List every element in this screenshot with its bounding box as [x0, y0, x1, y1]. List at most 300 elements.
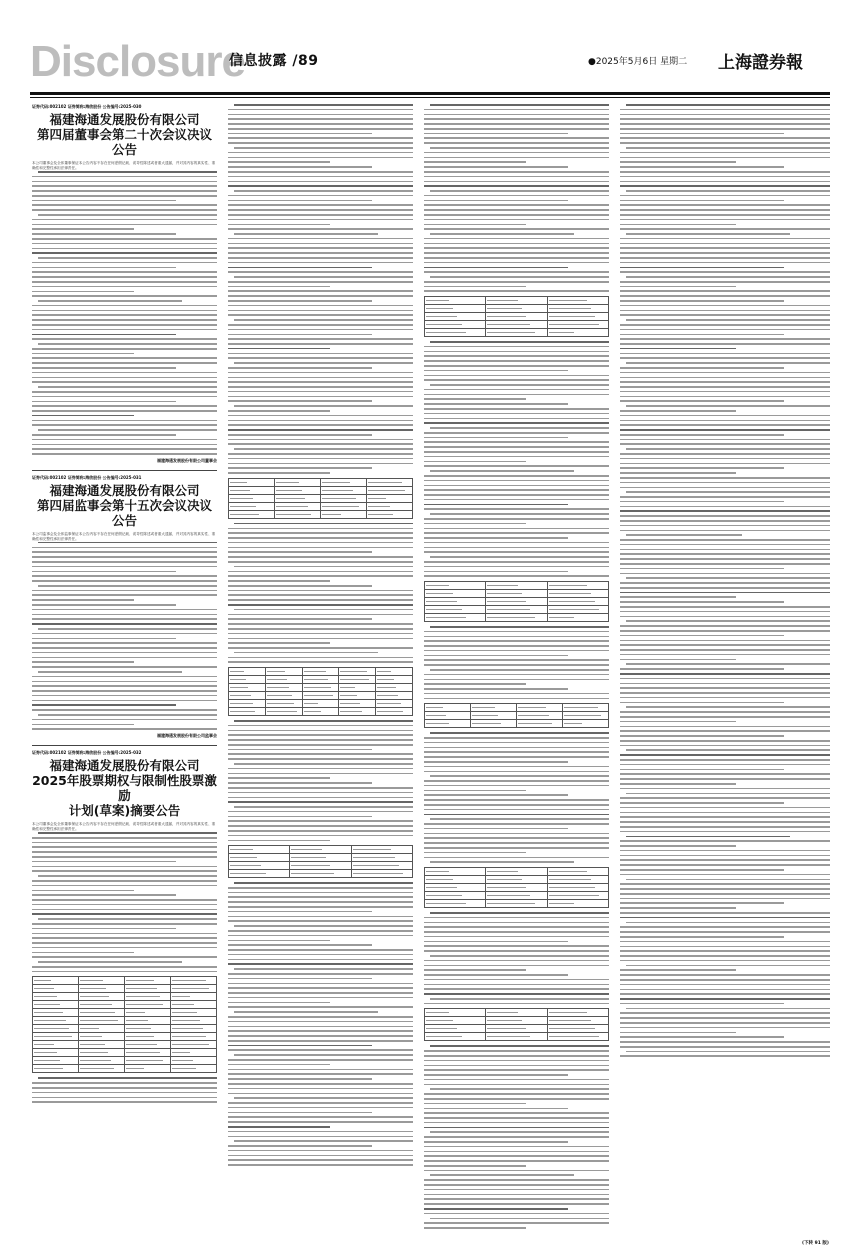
cell-text-line: [549, 332, 575, 333]
table-cell: [79, 1041, 125, 1049]
text-line: [32, 690, 217, 692]
text-line: [626, 749, 830, 751]
text-line: [620, 979, 830, 981]
table-cell: [125, 993, 171, 1001]
text-line: [620, 558, 830, 560]
cell-text-line: [340, 687, 355, 688]
text-line: [32, 842, 217, 844]
text-line: [424, 751, 609, 753]
table-cell: [351, 870, 412, 878]
text-line: [424, 152, 609, 154]
cell-text-line: [377, 679, 394, 680]
text-line: [430, 513, 609, 515]
table-cell: [517, 720, 563, 728]
text-line: [620, 582, 830, 584]
text-line: [424, 142, 609, 144]
text-line: [620, 907, 736, 909]
text-line: [424, 766, 609, 768]
text-line: [424, 346, 609, 348]
table-cell: [229, 854, 290, 862]
text-line: [620, 515, 830, 517]
table-cell: [171, 1065, 217, 1073]
text-line: [32, 1097, 217, 1099]
text-line: [32, 1092, 217, 1094]
table-cell: [229, 510, 275, 518]
text-line: [32, 618, 217, 620]
text-line: [620, 711, 830, 713]
text-line: [620, 893, 830, 895]
text-line: [424, 1203, 609, 1205]
cell-text-line: [549, 308, 592, 309]
text-line: [424, 114, 609, 116]
cell-text-line: [80, 1020, 118, 1021]
text-line: [430, 104, 609, 106]
text-line: [620, 458, 830, 460]
text-line: [620, 946, 830, 948]
text-line: [228, 305, 413, 307]
table-cell: [229, 862, 290, 870]
text-line: [430, 1218, 609, 1220]
cell-text-line: [487, 316, 526, 317]
text-line: [424, 1060, 609, 1062]
text-line: [424, 518, 609, 520]
table-cell: [339, 708, 376, 716]
text-line: [620, 616, 830, 618]
text-line: [620, 463, 830, 465]
text-line: [234, 362, 413, 364]
text-line: [32, 851, 217, 853]
table-cell: [229, 502, 275, 510]
text-line: [228, 830, 413, 832]
cell-text-line: [230, 873, 266, 874]
table-row: [229, 846, 413, 854]
text-line: [424, 842, 609, 844]
text-line: [228, 262, 413, 264]
cell-text-line: [230, 865, 261, 866]
text-line: [620, 769, 784, 771]
cell-text-line: [549, 887, 596, 888]
text-line: [228, 176, 413, 178]
text-line: [620, 850, 830, 852]
text-line: [424, 984, 609, 986]
table-row: [229, 870, 413, 878]
text-line: [234, 405, 413, 407]
text-line: [620, 434, 784, 436]
text-line: [228, 623, 413, 625]
text-line: [424, 640, 609, 642]
cell-text-line: [291, 849, 322, 850]
text-line: [620, 931, 830, 933]
table-cell: [563, 712, 609, 720]
text-line: [228, 820, 413, 822]
cell-text-line: [426, 895, 462, 896]
text-line: [228, 1021, 413, 1023]
article-lead: 本公司监事会及全体监事保证本公告内容不存在任何虚假记载、误导性陈述或者重大遗漏，并对其内容的真实性、准确性和完整性承担法律责任。: [32, 531, 216, 541]
table-cell: [425, 597, 486, 605]
cell-text-line: [340, 679, 369, 680]
text-line: [228, 725, 413, 727]
text-line: [32, 904, 217, 906]
text-line: [32, 238, 217, 240]
body-text-block: [424, 912, 609, 1004]
text-line: [620, 797, 830, 799]
table-cell: [425, 712, 471, 720]
table-row: [425, 720, 609, 728]
cell-text-line: [368, 514, 393, 515]
cell-text-line: [340, 695, 357, 696]
table-cell: [547, 305, 608, 313]
text-line: [228, 209, 413, 211]
table-cell: [302, 684, 339, 692]
cell-text-line: [487, 887, 526, 888]
masthead-rule-thin: [30, 97, 830, 98]
table-cell: [425, 720, 471, 728]
text-line: [620, 644, 830, 646]
text-line: [620, 783, 736, 785]
table-cell: [547, 297, 608, 305]
text-line: [228, 797, 413, 799]
text-line: [620, 209, 830, 211]
cell-text-line: [230, 687, 248, 688]
text-line: [228, 467, 372, 469]
text-line: [620, 888, 830, 890]
text-line: [424, 645, 609, 647]
text-line: [38, 257, 217, 259]
table-cell: [486, 1025, 547, 1033]
table-cell: [486, 899, 547, 907]
text-line: [32, 880, 217, 882]
text-line: [228, 453, 413, 455]
article-footer: 福建海通发展股份有限公司监事会: [157, 733, 217, 739]
text-line: [424, 561, 609, 563]
body-text-block: [32, 832, 217, 972]
text-line: [228, 920, 413, 922]
text-line: [424, 814, 609, 816]
table-cell: [339, 668, 376, 676]
text-line: [228, 109, 413, 111]
text-line: [424, 1103, 526, 1105]
cell-text-line: [549, 601, 596, 602]
text-line: [424, 683, 526, 685]
table-cell: [486, 891, 547, 899]
text-line: [32, 262, 217, 264]
table-cell: [339, 700, 376, 708]
table-cell: [425, 883, 486, 891]
body-text-block: [424, 1045, 609, 1232]
text-line: [620, 200, 784, 202]
text-line: [228, 954, 413, 956]
cell-text-line: [487, 593, 522, 594]
text-line: [430, 1174, 574, 1176]
text-line: [228, 300, 372, 302]
body-text-block: [228, 523, 413, 663]
table-cell: [79, 1001, 125, 1009]
table-cell: [547, 883, 608, 891]
text-line: [32, 676, 217, 678]
cell-text-line: [426, 879, 453, 880]
text-line: [228, 472, 330, 474]
table-cell: [229, 870, 290, 878]
text-line: [228, 777, 330, 779]
text-line: [228, 1073, 413, 1075]
text-line: [228, 551, 372, 553]
text-line: [620, 181, 830, 183]
text-line: [424, 118, 609, 120]
cell-text-line: [487, 1012, 518, 1013]
body-text-block: [32, 1077, 217, 1103]
text-line: [228, 181, 413, 183]
text-line: [424, 1184, 609, 1186]
table-cell: [547, 329, 608, 337]
text-line: [228, 142, 413, 144]
cell-text-line: [80, 1060, 111, 1061]
text-line: [228, 267, 372, 269]
text-line: [228, 334, 372, 336]
text-line: [32, 971, 217, 973]
text-line: [228, 152, 413, 154]
table-cell: [275, 510, 321, 518]
text-line: [620, 338, 830, 340]
table-row: [33, 1049, 217, 1057]
text-line: [424, 993, 609, 995]
cell-text-line: [230, 490, 250, 491]
text-line: [424, 1160, 609, 1162]
text-line: [620, 573, 830, 575]
text-line: [424, 228, 609, 230]
text-line: [620, 348, 736, 350]
cell-text-line: [487, 617, 534, 618]
text-line: [228, 171, 413, 173]
cell-text-line: [126, 980, 154, 981]
table-row: [425, 597, 609, 605]
text-line: [424, 133, 568, 135]
table-row: [33, 1001, 217, 1009]
text-line: [234, 609, 413, 611]
text-line: [620, 864, 830, 866]
text-line: [228, 734, 413, 736]
text-line: [620, 252, 830, 254]
text-line: [32, 928, 176, 930]
text-line: [32, 195, 217, 197]
text-line: [620, 204, 830, 206]
text-line: [424, 698, 609, 700]
text-line: [32, 439, 217, 441]
text-line: [32, 267, 176, 269]
table-cell: [79, 1049, 125, 1057]
table-row: [33, 1041, 217, 1049]
text-line: [32, 319, 217, 321]
cell-text-line: [340, 671, 367, 672]
text-line: [424, 979, 609, 981]
text-line: [32, 666, 217, 668]
table-row: [229, 684, 413, 692]
text-line: [228, 290, 413, 292]
text-line: [430, 669, 609, 671]
text-line: [424, 238, 609, 240]
text-line: [228, 753, 413, 755]
cell-text-line: [172, 1060, 193, 1061]
text-line: [620, 114, 830, 116]
text-line: [424, 1093, 609, 1095]
text-line: [424, 631, 609, 633]
body-text-block: [424, 104, 609, 292]
text-line: [228, 329, 413, 331]
text-line: [228, 604, 413, 606]
text-line: [32, 652, 217, 654]
text-line: [424, 809, 609, 811]
cell-text-line: [426, 707, 443, 708]
cell-text-line: [126, 1012, 145, 1013]
table-row: [425, 305, 609, 313]
text-line: [228, 758, 413, 760]
text-line: [620, 109, 830, 111]
text-line: [424, 176, 609, 178]
text-line: [234, 925, 413, 927]
text-line: [32, 700, 217, 702]
text-line: [32, 357, 217, 359]
cell-text-line: [276, 498, 305, 499]
table-cell: [376, 676, 413, 684]
cell-text-line: [426, 617, 466, 618]
table-row: [229, 676, 413, 684]
text-line: [620, 152, 830, 154]
unlock-period-table: [424, 867, 609, 908]
cell-text-line: [353, 865, 400, 866]
text-line: [424, 931, 609, 933]
text-line: [620, 960, 830, 962]
text-line: [430, 470, 574, 472]
cell-text-line: [322, 514, 341, 515]
text-line: [228, 537, 413, 539]
cell-text-line: [518, 707, 546, 708]
table-cell: [547, 1017, 608, 1025]
text-line: [234, 763, 413, 765]
cell-text-line: [377, 695, 398, 696]
text-line: [228, 787, 413, 789]
text-line: [430, 1045, 609, 1047]
text-line: [228, 243, 413, 245]
table-row: [229, 494, 413, 502]
table-cell: [376, 692, 413, 700]
cell-text-line: [276, 506, 308, 507]
text-line: [424, 1079, 609, 1081]
text-line: [228, 324, 413, 326]
text-line: [620, 310, 830, 312]
text-line: [228, 542, 413, 544]
text-line: [620, 530, 830, 532]
article-lead: 本公司董事会及全体董事保证本公告内容不存在任何虚假记载、误导性陈述或者重大遗漏，并对其内容的真实性、准确性和完整性承担法律责任。: [32, 822, 216, 832]
individual-rating-table: [424, 703, 609, 728]
text-line: [32, 728, 217, 730]
table-cell: [33, 1065, 79, 1073]
text-line: [424, 485, 609, 487]
text-line: [32, 334, 176, 336]
text-line: [620, 123, 830, 125]
cell-text-line: [518, 715, 549, 716]
text-line: [424, 1122, 609, 1124]
text-line: [424, 785, 609, 787]
text-line: [234, 523, 413, 525]
text-line: [228, 204, 413, 206]
cell-text-line: [126, 1060, 163, 1061]
text-line: [620, 683, 830, 685]
text-line: [424, 195, 609, 197]
table-cell: [425, 899, 486, 907]
cell-text-line: [80, 1068, 114, 1069]
text-line: [620, 668, 784, 670]
text-line: [424, 171, 609, 173]
table-cell: [125, 1049, 171, 1057]
text-line: [620, 802, 784, 804]
text-line: [620, 133, 784, 135]
article-title-line: 计划(草案)摘要公告: [68, 803, 181, 819]
text-line: [32, 633, 217, 635]
text-line: [32, 937, 217, 939]
text-line: [424, 137, 609, 139]
text-line: [228, 286, 330, 288]
article-title: [32, 758, 217, 818]
text-line: [228, 434, 372, 436]
table-cell: [425, 891, 486, 899]
text-line: [620, 329, 830, 331]
table-cell: [563, 704, 609, 712]
text-line: [228, 1093, 413, 1095]
cell-text-line: [426, 308, 453, 309]
text-line: [424, 181, 609, 183]
text-line: [228, 1002, 330, 1004]
text-line: [228, 415, 413, 417]
text-line: [424, 360, 609, 362]
text-line: [228, 391, 413, 393]
table-row: [229, 510, 413, 518]
text-line: [430, 341, 609, 343]
text-line: [424, 742, 609, 744]
table-cell: [79, 985, 125, 993]
text-line: [38, 386, 217, 388]
cell-text-line: [304, 703, 319, 704]
table-cell: [125, 1033, 171, 1041]
text-line: [38, 542, 217, 544]
table-row: [425, 321, 609, 329]
text-line: [620, 161, 736, 163]
cell-text-line: [353, 857, 396, 858]
text-line: [424, 379, 609, 381]
text-line: [626, 147, 830, 149]
table-cell: [425, 704, 471, 712]
cell-text-line: [487, 879, 522, 880]
table-cell: [486, 305, 547, 313]
text-line: [620, 166, 784, 168]
article-lead: 本公司董事会及全体董事保证本公告内容不存在任何虚假记载、误导性陈述或者重大遗漏，并对其内容的真实性、准确性和完整性承担法律责任。: [32, 161, 216, 170]
cell-text-line: [368, 498, 386, 499]
article-title: [32, 112, 217, 157]
text-line: [424, 262, 609, 264]
text-line: [620, 343, 830, 345]
text-line: [430, 427, 609, 429]
table-cell: [376, 668, 413, 676]
table-row: [33, 1065, 217, 1073]
cell-text-line: [426, 609, 462, 610]
text-line: [424, 636, 609, 638]
text-line: [620, 262, 830, 264]
text-line: [620, 596, 736, 598]
text-line: [228, 892, 413, 894]
text-line: [32, 200, 176, 202]
masthead-rule: [30, 92, 830, 95]
table-row: [425, 313, 609, 321]
continuation-note: (下转 91 版): [801, 1241, 829, 1246]
text-line: [620, 137, 830, 139]
